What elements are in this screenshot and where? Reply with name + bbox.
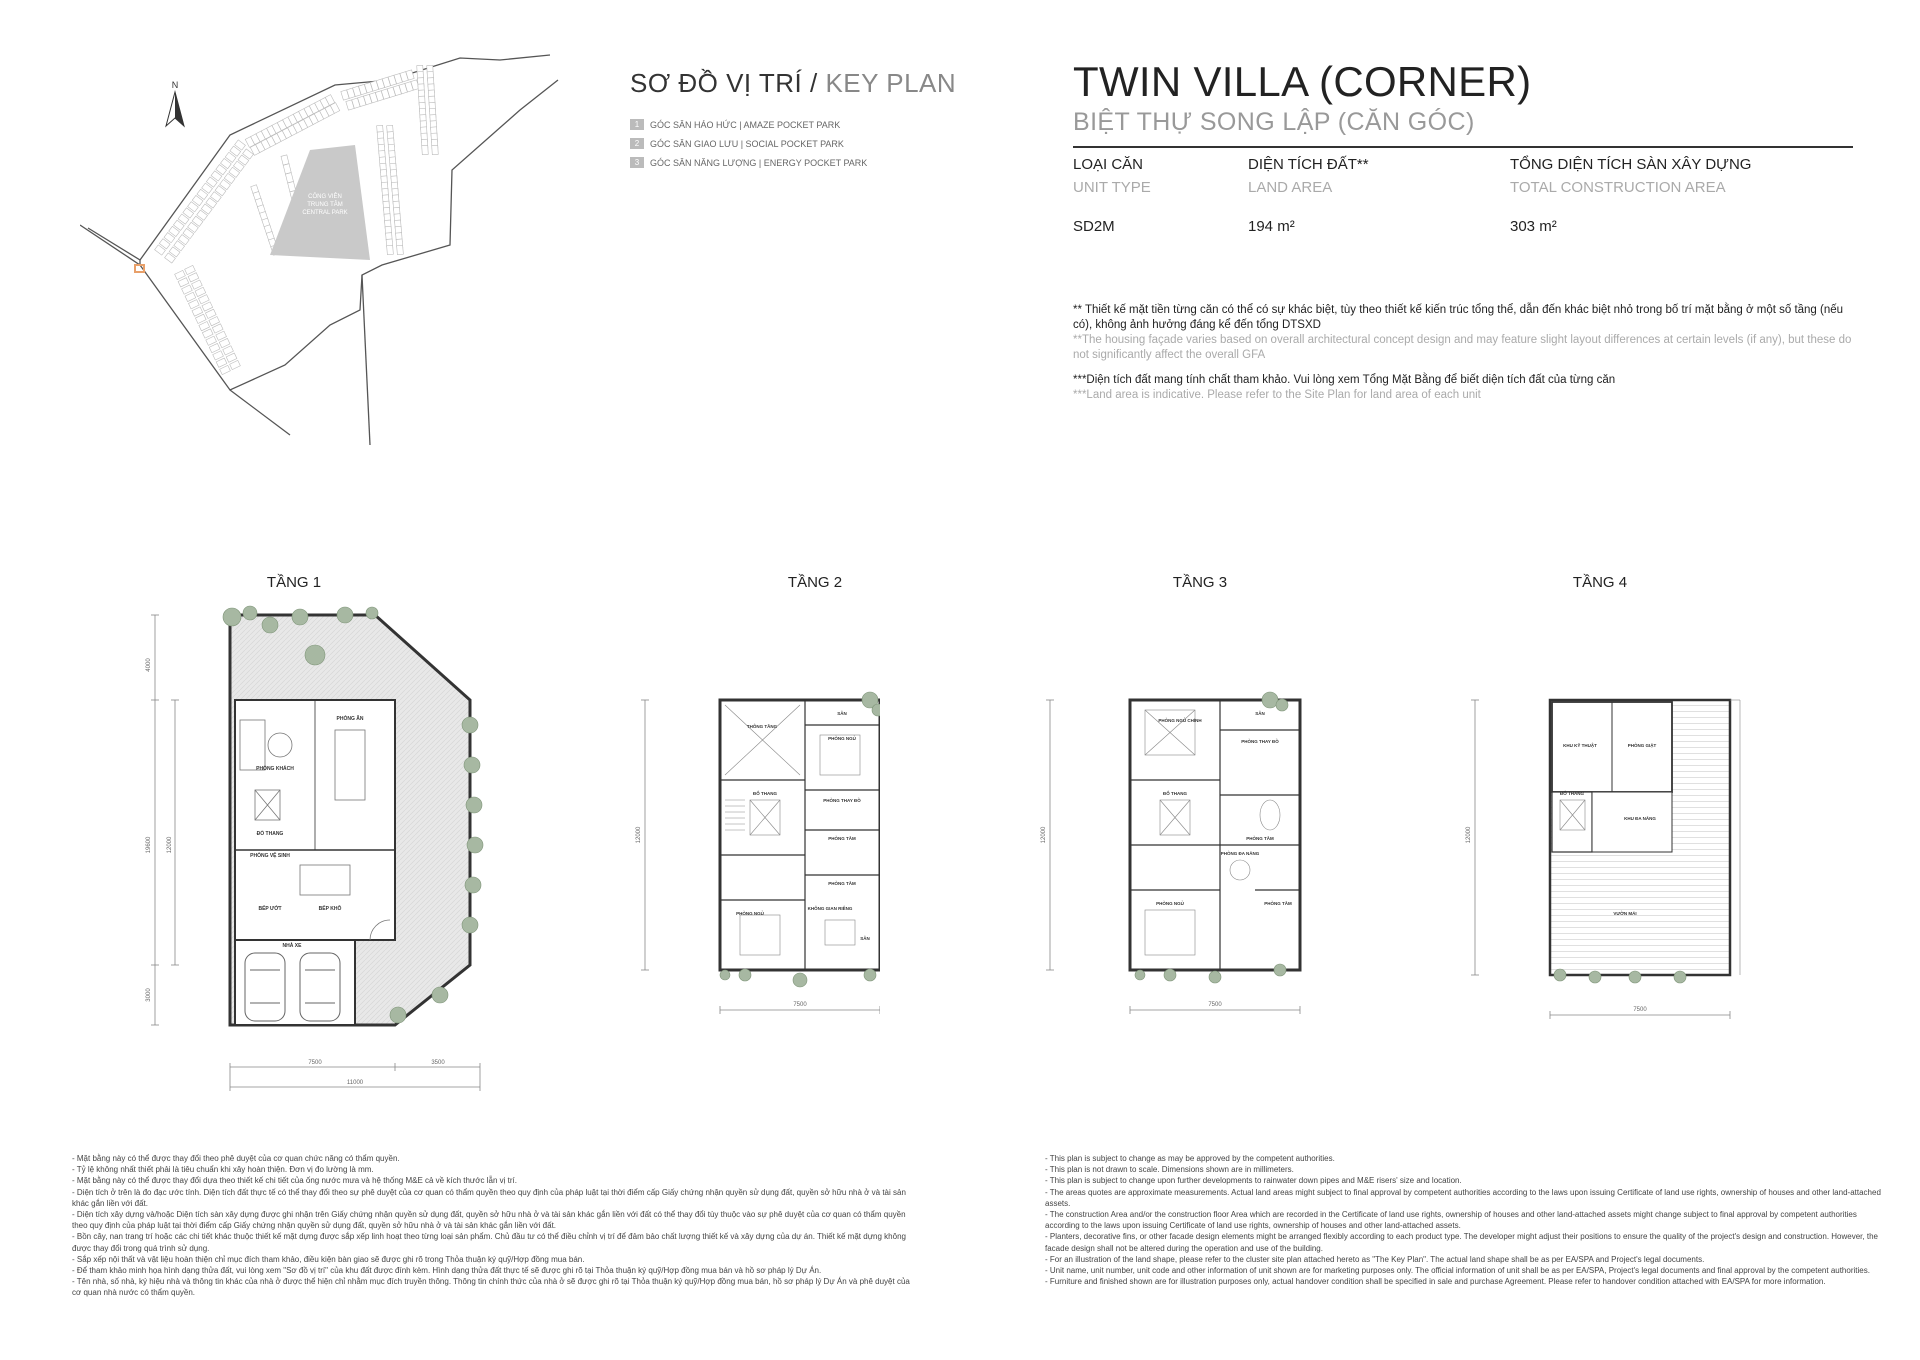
planter-icon <box>462 717 478 733</box>
floor-4-label: TẦNG 4 <box>1572 574 1628 591</box>
lot <box>230 360 241 369</box>
room-closet: PHÒNG THAY ĐỒ <box>1241 739 1279 744</box>
footer-notes-en <box>1045 1153 1885 1287</box>
note-land-en: ***Land area is indicative. Please refer to the Site Plan for land area of each unit <box>1073 389 1481 401</box>
lot <box>206 336 217 345</box>
footer-vi-line: - Mặt bằng này có thể được thay đổi dựa theo thiết kế chi tiết của ống nước mưa và hệ thống M&E cả về kích thước lẫn vị trí. <box>72 1176 517 1186</box>
spec-value: 194 m² <box>1248 218 1295 235</box>
spec-label-vi: DIỆN TÍCH ĐẤT** <box>1248 156 1369 173</box>
legend-num: 3 <box>630 157 644 168</box>
planter-icon <box>1274 964 1286 976</box>
dim-3500: 3500 <box>431 1060 445 1066</box>
lot <box>397 245 404 254</box>
room-bath-1: PHÒNG TẮM <box>828 836 856 841</box>
lot <box>192 307 203 316</box>
room-garden: VƯỜN MÁI <box>1613 911 1637 916</box>
dim-19600: 19600 <box>146 836 152 854</box>
dim-4000: 4000 <box>146 658 152 672</box>
legend-item <box>630 153 867 172</box>
lot <box>175 270 186 279</box>
planter-icon <box>462 917 478 933</box>
footer-vi-line: - Diện tích ở trên là đo đạc ước tính. Diện tích đất thực tế có thể thay đổi theo sự phê duyệt của cơ quan có thẩm quyền theo quy định của pháp luật tại thời điểm cấp Giấy chứng nhận quyền sử dụng đất, quyền sở hữu nhà ở và tài sản khác gắn liền với đất. <box>72 1187 906 1208</box>
planter-icon <box>720 970 730 980</box>
lot <box>281 155 289 165</box>
lot <box>216 358 227 367</box>
planter-icon <box>1276 699 1288 711</box>
planter-icon <box>390 1007 406 1023</box>
dim-11000: 11000 <box>346 1080 364 1086</box>
dim-7500: 7500 <box>1208 1002 1222 1008</box>
planter-icon <box>1674 971 1686 983</box>
north-label: N <box>171 80 179 90</box>
footer-vi-line: - Tên nhà, số nhà, ký hiệu nhà và thông tin khác của nhà ở được thể hiện chỉ nhằm mục đích truyền thông. Thông tin chính thức của nhà ở sẽ được ghi rõ tại Thỏa thuận ký quỹ/Hợp đồng mua bán, hồ sơ pháp lý Dự Án và phê duyệt của cơ quan nhà nước có thẩm quyền. <box>72 1277 910 1298</box>
planter-icon <box>243 606 257 620</box>
spec-land-area <box>1248 156 1369 235</box>
footer-en-line: - This plan is subject to change as may be approved by the competent authorities. <box>1045 1154 1335 1163</box>
north-arrow-icon <box>166 80 184 126</box>
footer-vi-line: - Để tham khảo minh họa hình dạng thửa đất, vui lòng xem "Sơ đồ vị trí" của khu đất được đính kèm. Hình dạng thửa đất thực tế sẽ được ghi rõ tại Thỏa thuận ký quỹ/Hợp đồng mua bán và hồ sơ pháp lý Dự Án. <box>72 1266 822 1276</box>
dim-7500: 7500 <box>308 1060 322 1066</box>
lot <box>288 182 296 192</box>
lot <box>226 353 237 362</box>
room-multi: KHU ĐA NĂNG <box>1624 816 1656 821</box>
dim-12000: 12000 <box>1466 826 1472 844</box>
dim-12000: 12000 <box>167 836 173 854</box>
planter-icon <box>1135 970 1145 980</box>
floor-1-label: TẦNG 1 <box>266 574 322 591</box>
legend-text: GÓC SÂN NĂNG LƯỢNG | ENERGY POCKET PARK <box>650 157 868 168</box>
footer-vi-line: - Tỷ lệ không nhất thiết phải là tiêu chuẩn khi xây hoàn thiện. Đơn vị đo lường là mm. <box>72 1165 374 1175</box>
room-bath: PHÒNG TẮM <box>1246 836 1274 841</box>
floor-1-plan <box>140 595 520 1095</box>
room-lift: ĐỔ THANG <box>1560 791 1584 796</box>
legend-item <box>630 115 867 134</box>
planter-icon <box>292 609 308 625</box>
lot <box>188 300 199 309</box>
room-lift: ĐỔ THANG <box>256 831 284 837</box>
planter-icon <box>467 837 483 853</box>
planter-icon <box>1554 969 1566 981</box>
lot <box>216 331 227 340</box>
spec-label-en: UNIT TYPE <box>1073 179 1151 196</box>
lot <box>219 338 230 347</box>
spec-unit-type <box>1073 156 1151 235</box>
planter-icon <box>1209 971 1221 983</box>
room-terrace: SÂN <box>837 711 847 716</box>
lot <box>283 164 291 174</box>
room-garage: NHÀ XE <box>282 943 302 949</box>
lot <box>185 265 196 274</box>
room-bed: PHÒNG NGỦ <box>1156 901 1184 906</box>
lot <box>188 273 199 282</box>
room-bed-1: PHÒNG NGỦ <box>828 736 856 741</box>
key-plan-map <box>80 50 570 450</box>
planter-icon <box>793 973 807 987</box>
room-bath-2: PHÒNG TẮM <box>1264 901 1292 906</box>
floor-3-label: TẦNG 3 <box>1172 574 1228 591</box>
floor-2-label: TẦNG 2 <box>787 574 843 591</box>
note-land-vi: ***Diện tích đất mang tính chất tham khảo. Vui lòng xem Tổng Mặt Bằng để biết diện tích đất của từng căn <box>1073 374 1616 386</box>
floor-4-plan <box>1430 675 1750 1065</box>
room-tech: KHU KỸ THUẬT <box>1563 743 1597 748</box>
planter-icon <box>739 969 751 981</box>
lot <box>198 295 209 304</box>
footer-vi-line: - Bồn cây, nan trang trí hoặc các chi tiết khác thuộc thiết kế mặt dựng được sắp xếp linh hoạt theo từng loại sản phẩm. Chủ đầu tư có thể điều chỉnh vị trí để đảm bảo chất lượng thiết kế và xây dựng của dự án. Thiết kế mặt dựng không được thay đổi trong quá trình sử dụng. <box>72 1232 906 1253</box>
footer-vi-line: - Sắp xếp nội thất và vật liệu hoàn thiện chỉ mục đích tham khảo, điều kiện bàn giao sẽ được ghi rõ trong Thỏa thuận ký quỹ/Hợp đồng mua bán. <box>72 1254 585 1264</box>
room-closet: PHÒNG THAY ĐỒ <box>823 798 861 803</box>
room-multi: PHÒNG ĐA NĂNG <box>1220 851 1260 856</box>
planter-icon <box>466 797 482 813</box>
lot <box>195 287 206 296</box>
lot <box>192 280 203 289</box>
lot <box>285 173 293 183</box>
spec-value: 303 m² <box>1510 218 1557 235</box>
lot <box>213 351 224 360</box>
planter-icon <box>465 877 481 893</box>
room-wet-kitchen: BẾP ƯỚT <box>258 906 282 912</box>
lot <box>209 343 220 352</box>
planter-icon <box>262 617 278 633</box>
spec-construction-area <box>1510 156 1751 235</box>
legend-num: 2 <box>630 138 644 149</box>
lot <box>202 329 213 338</box>
lot <box>199 322 210 331</box>
lot <box>422 145 429 154</box>
planter-icon <box>1262 692 1278 708</box>
footer-en-line: - Planters, decorative fins, or other facade design elements might be arranged flexibly according to each product type. The developer might adjust their positions to ensure the quality of the project's design and construction. However, the facade design shall not be altered during the operation and use of the building. <box>1045 1232 1878 1253</box>
dim-3000: 3000 <box>146 988 152 1002</box>
room-living: PHÒNG KHÁCH <box>256 766 294 772</box>
key-plan-title <box>630 68 956 99</box>
dim-7500: 7500 <box>1633 1007 1647 1013</box>
footer-en-line: - For an illustration of the land shape, please refer to the cluster site plan attached hereto as "The Key Plan". The actual land shape shall be as per EA/SPA and Project's legal documents. <box>1045 1254 1705 1264</box>
spec-label-en: TOTAL CONSTRUCTION AREA <box>1510 179 1726 196</box>
footer-notes-vi <box>72 1153 912 1299</box>
planter-icon <box>366 607 378 619</box>
legend-text: GÓC SÂN GIAO LƯU | SOCIAL POCKET PARK <box>650 138 844 149</box>
lot <box>178 278 189 287</box>
planter-icon <box>864 969 876 981</box>
footer-en-line: - The areas quotes are approximate measurements. Actual land areas might subject to final approval by competent authorities according to the laws upon issuing Certificate of land use rights, ownership of houses and other land-attached assets. <box>1045 1187 1881 1208</box>
footer-vi-line: - Diện tích xây dựng và/hoặc Diện tích sàn xây dựng được ghi nhận trên Giấy chứng nhận quyền sử dụng đất, quyền sở hữu nhà ở và tài sản khác gắn liền với đất có thể thay đổi tùy thuộc vào sự phê duyệt của cơ quan có thẩm quyền theo quy định của pháp luật tại thời điểm cấp Giấy chứng nhận quyền sử dụng đất, quyền sở hữu nhà ở và tài sản khác gắn liền với đất. <box>72 1210 906 1231</box>
note-facade-vi: ** Thiết kế mặt tiền từng căn có thể có sự khác biệt, tùy theo thiết kế kiến trúc tổng thể, dẫn đến khác biệt nhỏ trong bố trí mặt bằng ở một số tầng (nếu có), không ảnh hưởng đáng kể đến tổng DTSXD <box>1073 304 1844 331</box>
note-facade-en: **The housing façade varies based on overall architectural concept design and may feature slight layout differences at certain levels (if any), but these do not significantly affect the overall GFA <box>1073 334 1852 361</box>
room-bed-2: PHÒNG NGỦ <box>736 911 764 916</box>
planter-icon <box>337 607 353 623</box>
planter-icon <box>305 645 325 665</box>
planter-icon <box>432 987 448 1003</box>
key-plan-title-vi: SƠ ĐỒ VỊ TRÍ / <box>630 68 818 98</box>
lot <box>212 324 223 333</box>
planter-icon <box>464 757 480 773</box>
footer-en-line: - The construction Area and/or the construction floor Area which are recorded in the Certificate of land use rights, ownership of houses and other land-attached assets might change subject to final approval by competent authorities according to the laws upon issuing Certificate of land use rights, ownership of houses and other land-attached assets. <box>1045 1210 1857 1231</box>
footer-en-line: - This plan is not drawn to scale. Dimensions shown are in millimeters. <box>1045 1165 1294 1175</box>
lot <box>432 145 439 154</box>
room-terrace: SÂN <box>1255 711 1265 716</box>
park-label-1: CÔNG VIÊN <box>308 194 342 200</box>
room-lift: ĐỔ THANG <box>1163 791 1187 796</box>
legend-item <box>630 134 867 153</box>
lot <box>202 302 213 311</box>
lot <box>387 245 394 254</box>
lot <box>220 365 231 374</box>
legend-text: GÓC SÂN HÁO HỨC | AMAZE POCKET PARK <box>650 119 841 130</box>
room-bath-2: PHÒNG TẮM <box>828 881 856 886</box>
floor-2-plan <box>630 670 880 1070</box>
lot <box>205 309 216 318</box>
room-void: THÔNG TẦNG <box>746 724 778 729</box>
planter-icon <box>223 608 241 626</box>
planter-icon <box>1589 971 1601 983</box>
dim-7500: 7500 <box>793 1002 807 1008</box>
park-label-2: TRUNG TÂM <box>307 202 343 208</box>
room-master: PHÒNG NGỦ CHÍNH <box>1158 718 1202 723</box>
title-divider <box>1073 146 1853 148</box>
room-dining: PHÒNG ĂN <box>336 716 364 722</box>
footer-en-line: - Furniture and finished shown are for illustration purposes only, actual handover condition shall be specified in sale and purchase Agreement. Please refer to handover condition attached with EA/SPA for more information. <box>1045 1277 1826 1287</box>
lot <box>209 317 220 326</box>
planter-icon <box>1629 971 1641 983</box>
planter-icon <box>1164 969 1176 981</box>
footer-en-line: - This plan is subject to change upon further developments to rainwater down pipes and M&E risers' size and location. <box>1045 1176 1462 1186</box>
key-plan-legend <box>630 115 867 172</box>
spec-value: SD2M <box>1073 218 1115 235</box>
footer-vi-line: - Mặt bằng này có thể được thay đổi theo phê duyệt của cơ quan chức năng có thẩm quyền. <box>72 1154 400 1163</box>
footer-en-line: - Unit name, unit number, unit code and other information of unit shown are for marketing purposes only. The official information of unit shall be as per EA/SPA, Project's legal documents and final approval by the competent authorities. <box>1045 1266 1870 1276</box>
room-laundry: PHÒNG GIẶT <box>1627 743 1657 748</box>
floor-3-plan <box>1020 665 1310 1065</box>
page-subtitle: BIỆT THỰ SONG LẬP (CĂN GÓC) <box>1073 108 1475 136</box>
room-laundry: SÂN <box>860 936 870 941</box>
room-wc: PHÒNG VỆ SINH <box>250 853 290 859</box>
lot <box>195 314 206 323</box>
dim-12000: 12000 <box>636 826 642 844</box>
spec-label-vi: TỔNG DIỆN TÍCH SÀN XÂY DỰNG <box>1510 156 1752 173</box>
spec-label-vi: LOẠI CĂN <box>1073 156 1144 173</box>
lot <box>223 346 234 355</box>
legend-num: 1 <box>630 119 644 130</box>
page-title: TWIN VILLA (CORNER) <box>1073 58 1532 105</box>
notes-block <box>1073 303 1863 403</box>
lot <box>182 285 193 294</box>
room-study: KHÔNG GIAN RIÊNG <box>807 906 853 911</box>
key-plan-title-en: KEY PLAN <box>825 68 957 98</box>
lot <box>185 292 196 301</box>
room-dry-kitchen: BẾP KHÔ <box>318 906 342 912</box>
spec-label-en: LAND AREA <box>1248 179 1333 196</box>
dim-12000: 12000 <box>1041 826 1047 844</box>
park-label-3: CENTRAL PARK <box>302 210 348 216</box>
room-lift: ĐỔ THANG <box>753 791 777 796</box>
